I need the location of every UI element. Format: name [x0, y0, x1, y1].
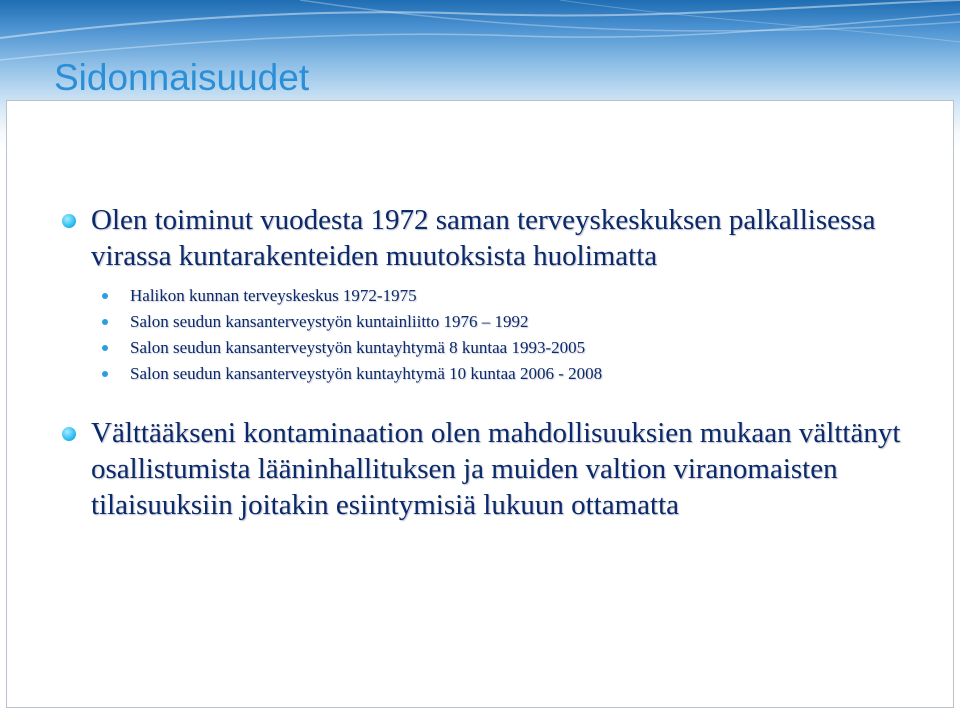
bullet-employment-text: Olen toiminut vuodesta 1972 saman terveyskeskuksen palkallisessa virassa kuntarakenteiden muutoksista huolimatta	[91, 204, 876, 272]
list-item	[60, 283, 930, 309]
list-item	[60, 335, 930, 361]
dot-bullet-icon	[102, 345, 108, 351]
employment-history-list	[60, 283, 930, 387]
dot-bullet-icon	[102, 293, 108, 299]
list-item	[60, 361, 930, 387]
bullet-contamination	[60, 415, 930, 523]
list-item-text: Salon seudun kansanterveystyön kuntayhtymä 10 kuntaa 2006 - 2008	[130, 364, 603, 383]
sphere-bullet-icon	[62, 214, 76, 228]
bullet-employment	[60, 202, 930, 274]
list-item	[60, 309, 930, 335]
list-item-text: Halikon kunnan terveyskeskus 1972-1975	[130, 286, 417, 305]
dot-bullet-icon	[102, 319, 108, 325]
bullet-contamination-text: Välttääkseni kontaminaation olen mahdollisuuksien mukaan välttänyt osallistumista lääninhallituksen ja muiden valtion viranomaisten tilaisuuksiin joitakin esiintymisiä lukuun ottamatta	[91, 417, 901, 521]
spacer	[60, 387, 930, 415]
slide-title: Sidonnaisuudet	[54, 57, 310, 98]
slide-body	[60, 202, 930, 523]
sphere-bullet-icon	[62, 427, 76, 441]
list-item-text: Salon seudun kansanterveystyön kuntayhtymä 8 kuntaa 1993-2005	[130, 338, 586, 357]
list-item-text: Salon seudun kansanterveystyön kuntainliitto 1976 – 1992	[130, 312, 529, 331]
dot-bullet-icon	[102, 371, 108, 377]
